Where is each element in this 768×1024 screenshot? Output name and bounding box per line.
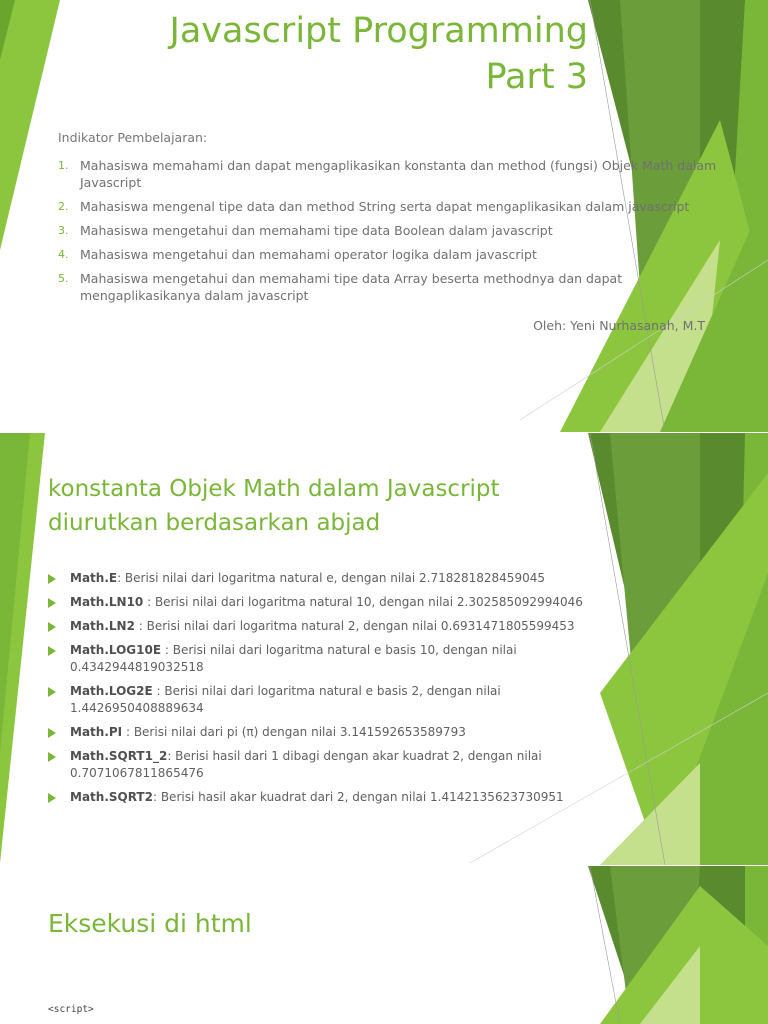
slide-1	[0, 0, 768, 432]
list-item	[48, 618, 618, 635]
slide-2-title	[48, 472, 588, 540]
slide-3-decoration	[0, 866, 768, 1024]
slide-1-title	[160, 8, 588, 100]
bullet-arrow-icon	[48, 687, 56, 697]
bullet-arrow-icon	[48, 622, 56, 632]
list-item-number: 2.	[58, 200, 69, 213]
constant-description: : Berisi hasil dari 1 dibagi dengan akar kuadrat 2, dengan nilai 0.7071067811865476	[70, 749, 542, 780]
list-item	[48, 683, 618, 717]
list-item	[48, 642, 618, 676]
list-item-text: Mahasiswa mengetahui dan memahami tipe data Boolean dalam javascript	[80, 223, 553, 238]
constant-name: Math.LN2	[70, 619, 135, 633]
slide-1-title-line-2: Part 3	[485, 57, 588, 97]
constant-description: : Berisi nilai dari logaritma natural 10, dengan nilai 2.302585092994046	[143, 595, 583, 609]
slide-2-title-line-1: konstanta Objek Math dalam Javascript	[48, 476, 500, 502]
list-item-text: Mahasiswa mengenal tipe data dan method String serta dapat mengaplikasikan dalam javascript	[80, 199, 690, 214]
bullet-arrow-icon	[48, 728, 56, 738]
author-credit: Oleh: Yeni Nurhasanah, M.T	[533, 318, 705, 333]
list-item	[58, 157, 718, 191]
slide-1-title-line-1: Javascript Programming	[169, 11, 588, 51]
list-item-number: 1.	[58, 159, 69, 172]
code-line: <script>	[48, 1004, 94, 1015]
constant-description: : Berisi nilai dari pi (π) dengan nilai 3.141592653589793	[122, 725, 466, 739]
bullet-arrow-icon	[48, 793, 56, 803]
bullet-arrow-icon	[48, 646, 56, 656]
list-item-number: 5.	[58, 272, 69, 285]
list-item	[48, 789, 618, 806]
math-constants-list	[48, 570, 618, 813]
slide-3	[0, 866, 768, 1024]
slide-3-title: Eksekusi di html	[48, 909, 252, 938]
indikator-label: Indikator Pembelajaran:	[58, 130, 208, 145]
learning-objectives-list	[58, 157, 718, 311]
list-item	[48, 594, 618, 611]
bullet-arrow-icon	[48, 574, 56, 584]
list-item	[58, 270, 718, 304]
list-item-number: 3.	[58, 224, 69, 237]
bullet-arrow-icon	[48, 752, 56, 762]
list-item-text: Mahasiswa mengetahui dan memahami tipe data Array beserta methodnya dan dapat mengaplikasikanya dalam javascript	[80, 271, 623, 303]
list-item-number: 4.	[58, 248, 69, 261]
constant-name: Math.SQRT1_2	[70, 749, 168, 763]
slide-2-title-line-2: diurutkan berdasarkan abjad	[48, 510, 381, 536]
list-item	[58, 222, 718, 239]
list-item	[58, 246, 718, 263]
constant-name: Math.E	[70, 571, 118, 585]
list-item-text: Mahasiswa memahami dan dapat mengaplikasikan konstanta dan method (fungsi) Objek Math dalam Javascript	[80, 158, 717, 190]
constant-name: Math.PI	[70, 725, 123, 739]
bullet-arrow-icon	[48, 598, 56, 608]
constant-description: : Berisi nilai dari logaritma natural e, dengan nilai 2.718281828459045	[117, 571, 545, 585]
constant-description: : Berisi nilai dari logaritma natural e basis 2, dengan nilai 1.4426950408889634	[70, 684, 501, 715]
list-item-text: Mahasiswa mengetahui dan memahami operator logika dalam javascript	[80, 247, 537, 262]
constant-description: : Berisi nilai dari logaritma natural 2, dengan nilai 0.6931471805599453	[134, 619, 575, 633]
constant-name: Math.LOG10E	[70, 643, 162, 657]
list-item	[48, 748, 618, 782]
slide-2	[0, 433, 768, 865]
constant-name: Math.SQRT2	[70, 790, 153, 804]
list-item	[48, 724, 618, 741]
constant-name: Math.LOG2E	[70, 684, 153, 698]
list-item	[58, 198, 718, 215]
constant-description: : Berisi hasil akar kuadrat dari 2, dengan nilai 1.4142135623730951	[152, 790, 564, 804]
constant-description: : Berisi nilai dari logaritma natural e basis 10, dengan nilai 0.4342944819032518	[70, 643, 517, 674]
list-item	[48, 570, 618, 587]
constant-name: Math.LN10	[70, 595, 144, 609]
